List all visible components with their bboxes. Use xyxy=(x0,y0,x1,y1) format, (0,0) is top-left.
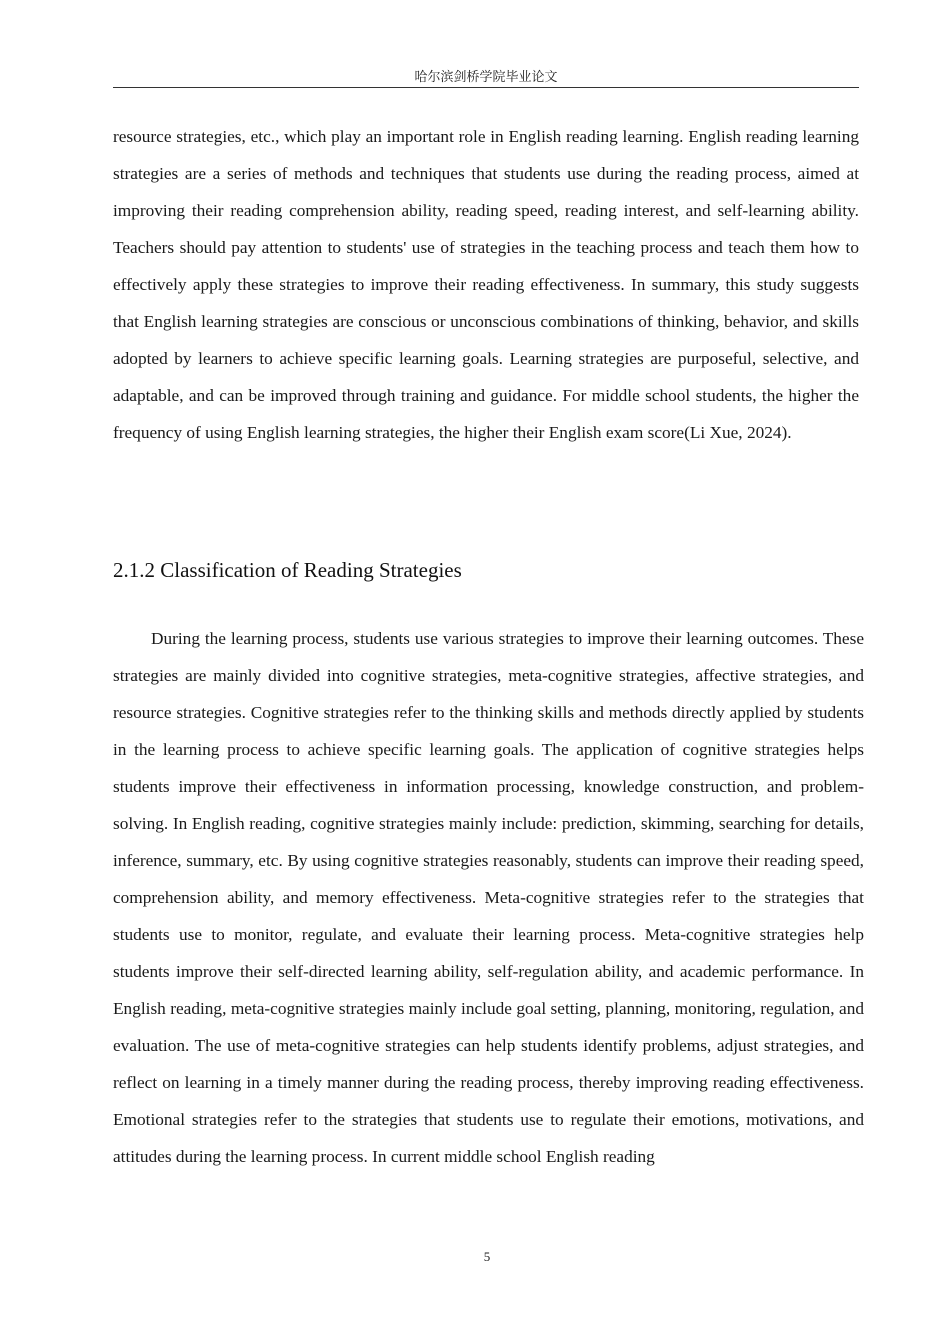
page-number: 5 xyxy=(483,1249,491,1264)
page-header: 哈尔滨剑桥学院毕业论文 xyxy=(414,69,558,84)
body-paragraph-2: During the learning process, students use various strategies to improve their learning outcomes. These strategies are mainly divided into cognitive strategies, meta-cognitive strategies, affective strategies, and resource strategies. Cognitive strategies refer to the thinking skills and methods directly applied by students in the learning process to achieve specific learning goals. The application of cognitive strategies helps students improve their effectiveness in information processing, knowledge construction, and problem-solving. In English reading, cognitive strategies mainly include: prediction, skimming, searching for details, inference, summary, etc. By using cognitive strategies reasonably, students can improve their reading speed, comprehension ability, and memory effectiveness. Meta-cognitive strategies refer to the strategies that students use to monitor, regulate, and evaluate their learning process. Meta-cognitive strategies help students improve their self-directed learning ability, self-regulation ability, and academic performance. In English reading, meta-cognitive strategies mainly include goal setting, planning, monitoring, regulation, and evaluation. The use of meta-cognitive strategies can help students identify problems, adjust strategies, and reflect on learning in a timely manner during the reading process, thereby improving reading effectiveness. Emotional strategies refer to the strategies that students use to regulate their emotions, motivations, and attitudes during the learning process. In current middle school English reading xyxy=(113,629,864,1166)
body-paragraph-1: resource strategies, etc., which play an important role in English reading learning. English reading learning strategies are a series of methods and techniques that students use during the reading process, aimed at improving their reading comprehension ability, reading speed, reading interest, and self-learning ability. Teachers should pay attention to students' use of strategies in the teaching process and teach them how to effectively apply these strategies to improve their reading effectiveness. In summary, this study suggests that English learning strategies are conscious or unconscious combinations of thinking, behavior, and skills adopted by learners to achieve specific learning goals. Learning strategies are purposeful, selective, and adaptable, and can be improved through training and guidance. For middle school students, the higher the frequency of using English learning strategies, the higher their English exam score(Li Xue, 2024). xyxy=(113,127,859,442)
section-heading: 2.1.2 Classification of Reading Strategies xyxy=(113,558,462,582)
header-divider xyxy=(113,87,859,88)
